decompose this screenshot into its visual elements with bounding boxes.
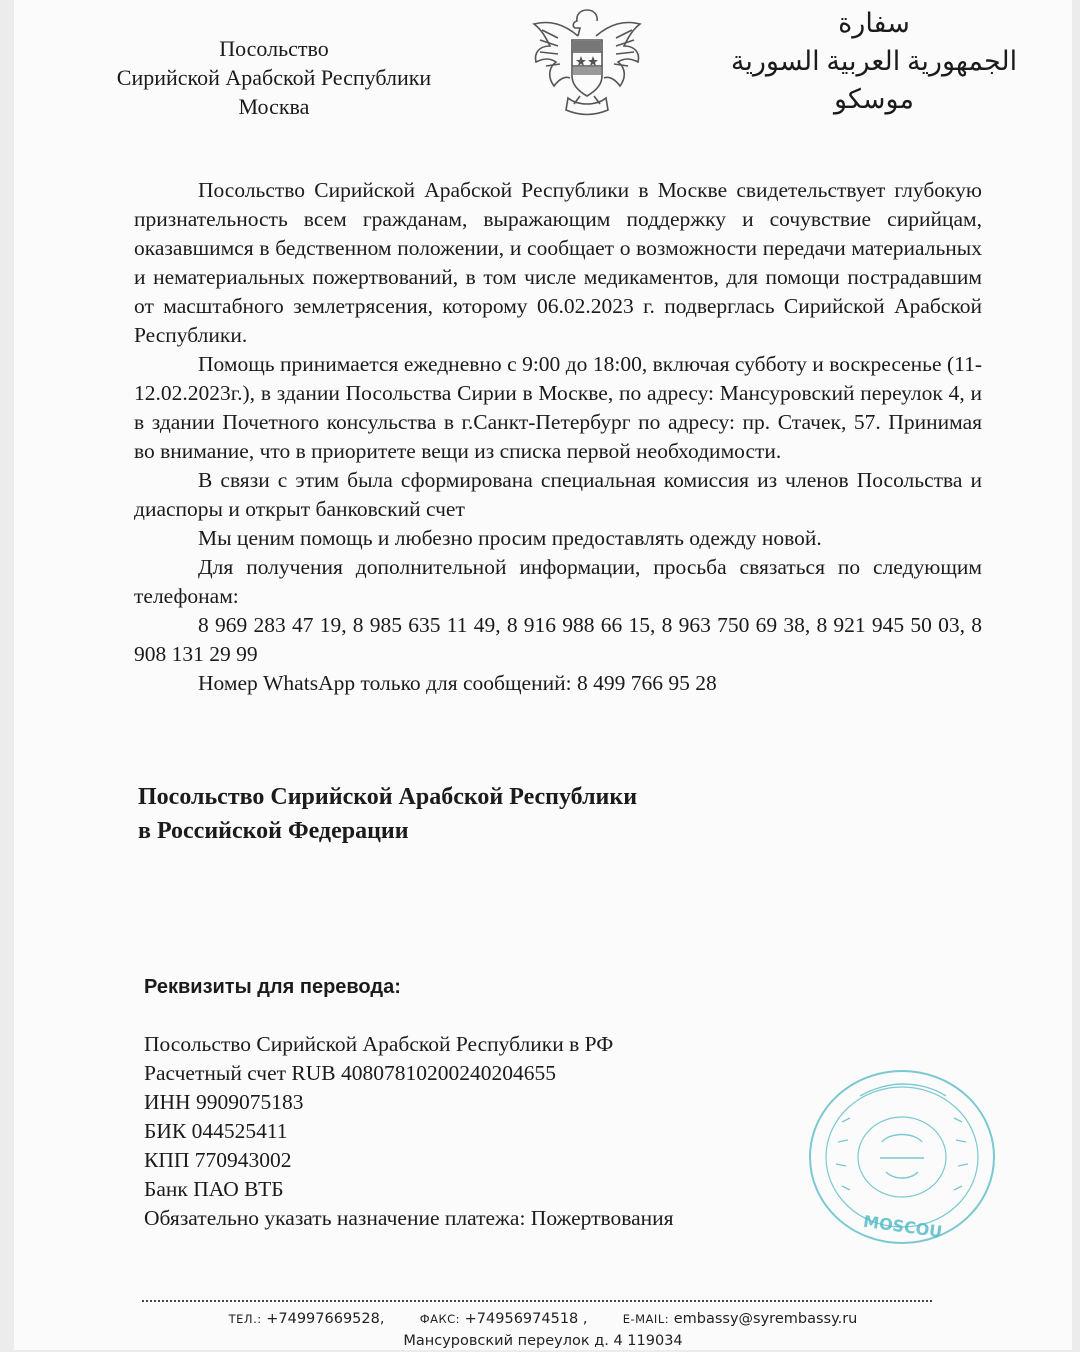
letterhead-russian: [74, 34, 474, 121]
whatsapp-number: Номер WhatsApp только для сообщений: 8 499 766 95 28: [198, 671, 717, 695]
signature-line: в Российской Федерации: [138, 818, 409, 844]
letterhead-line: Сирийской Арабской Республики: [116, 65, 432, 90]
email-label: E-MAIL:: [622, 1312, 670, 1326]
requisite-account: Расчетный счет RUB 40807810200240204655: [144, 1061, 557, 1085]
requisite-inn: ИНН 9909075183: [144, 1090, 304, 1114]
requisite-recipient: Посольство Сирийской Арабской Республики в РФ: [144, 1032, 614, 1056]
requisites-title: Реквизиты для перевода:: [144, 976, 401, 998]
phone-numbers: 8 969 283 47 19, 8 985 635 11 49, 8 916 988 66 15, 8 963 750 69 38, 8 921 945 50 03, 8 908 131 29 99: [134, 613, 982, 666]
email-address: embassy@syrembassy.ru: [673, 1311, 858, 1327]
requisite-purpose: Обязательно указать назначение платежа: Пожертвования: [144, 1206, 674, 1230]
letterhead-line: سفارة: [838, 8, 910, 38]
requisite-kpp: КПП 770943002: [144, 1148, 292, 1172]
stamp-text: MOSCOU: [862, 1211, 944, 1242]
tel-label: ТЕЛ.:: [228, 1312, 262, 1326]
paragraph-contacts: Для получения дополнительной информации, просьба связаться по следующим телефонам:: [134, 555, 982, 608]
paragraph-clothing: Мы ценим помощь и любезно просим предоставлять одежду новой.: [198, 526, 822, 550]
embassy-stamp-icon: [802, 1062, 1002, 1252]
letter-body: [134, 176, 982, 698]
footer-address: Мансуровский переулок д. 4 119034: [403, 1333, 683, 1349]
tel-number: +74997669528,: [266, 1311, 385, 1327]
requisite-bik: БИК 044525411: [144, 1119, 288, 1143]
footer-contact-line: [14, 1308, 1072, 1330]
fax-number: +74956974518 ,: [464, 1311, 588, 1327]
footer-contacts: [14, 1308, 1072, 1352]
paragraph-schedule: Помощь принимается ежедневно с 9:00 до 18:00, включая субботу и воскресенье (11-12.02.2023г.), в здании Посольства Сирии в Москве, по адресу: Мансуровский переулок 4, и в здании Почетного консульства в г.Санкт-Петербург по адресу: пр. Стачек, 57. Принимая во внимание, что в приоритете вещи из списка первой необходимости.: [134, 352, 982, 463]
signature-line: Посольство Сирийской Арабской Республики: [138, 784, 638, 810]
signature-block: [138, 780, 858, 848]
letterhead-line: الجمهورية العربية السورية: [730, 46, 1018, 76]
requisites-list: [144, 1030, 844, 1233]
letterhead-line: موسكو: [834, 84, 914, 114]
eagle-emblem-icon: [528, 6, 646, 118]
letterhead-arabic: [704, 4, 1044, 118]
fax-label: ФАКС:: [419, 1312, 461, 1326]
letterhead-line: Москва: [238, 94, 310, 119]
document-page: [14, 0, 1072, 1350]
letterhead-line: Посольство: [219, 36, 329, 61]
footer-divider: [142, 1300, 932, 1302]
requisite-bank: Банк ПАО ВТБ: [144, 1177, 284, 1201]
paragraph-commission: В связи с этим была сформирована специальная комиссия из членов Посольства и диаспоры и открыт банковский счет: [134, 468, 982, 521]
paragraph-gratitude: Посольство Сирийской Арабской Республики в Москве свидетельствует глубокую признательность всем гражданам, выражающим поддержку и сочувствие сирийцам, оказавшимся в бедственном положении, и сообщает о возможности передачи материальных и нематериальных пожертвований, в том числе медикаментов, для помощи пострадавшим от масштабного землетрясения, которому 06.02.2023 г. подверглась Сирийской Арабской Республики.: [134, 178, 982, 347]
